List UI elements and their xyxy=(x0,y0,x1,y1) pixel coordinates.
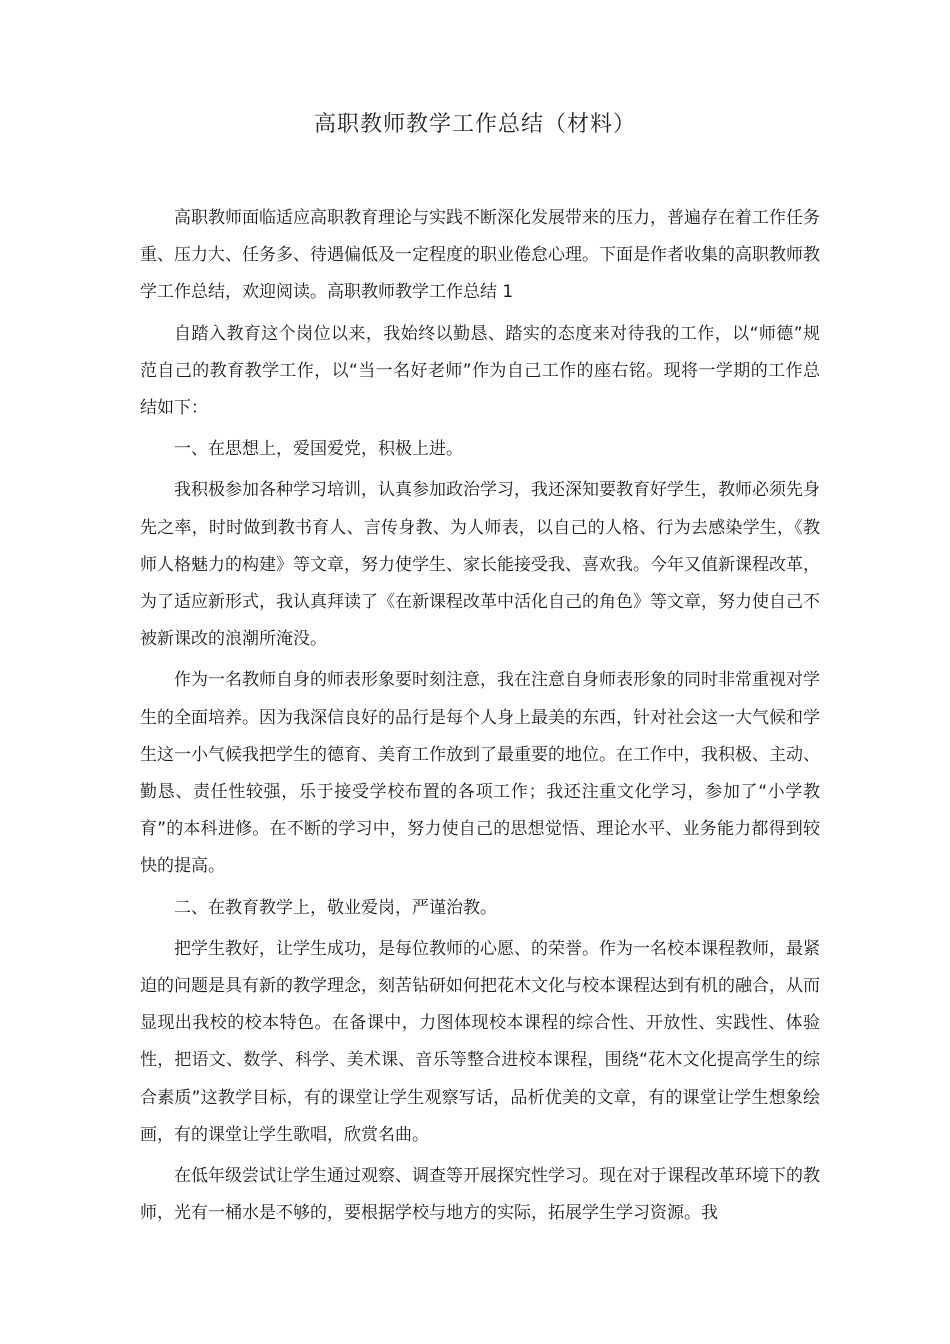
paragraph-study: 我积极参加各种学习培训，认真参加政治学习，我还深知要教育好学生，教师必须先身先之率，时时做到教书育人、言传身教、为人师表，以自己的人格、行为去感染学生，《教师人格魅力的构建》等文章，努力使学生、家长能接受我、喜欢我。今年又值新课程改革，为了适应新形式，我认真拜读了《在新课程改革中活化自己的角色》等文章，努力使自己不被新课改的浪潮所淹没。 xyxy=(140,480,820,650)
section-heading-teaching: 二、在教育教学上，敬业爱岗，严谨治教。 xyxy=(174,897,497,918)
document-title: 高职教师教学工作总结（材料） xyxy=(313,112,636,137)
document-body xyxy=(140,200,820,1236)
paragraph-inquiry: 在低年级尝试让学生通过观察、调查等开展探究性学习。现在对于课程改革环境下的教师，光有一桶水是不够的，要根据学校与地方的实际，拓展学生学习资源。我 xyxy=(140,1166,820,1224)
paragraph-intro: 高职教师面临适应高职教育理论与实践不断深化发展带来的压力，普遍存在着工作任务重、压力大、任务多、待遇偏低及一定程度的职业倦怠心理。下面是作者收集的高职教师教学工作总结，欢迎阅读。高职教师教学工作总结 1 xyxy=(140,208,820,303)
paragraph-opening: 自踏入教育这个岗位以来，我始终以勤恳、踏实的态度来对待我的工作，以“师德”规范自己的教育教学工作，以“当一名好老师”作为自己工作的座右铭。现将一学期的工作总结如下： xyxy=(140,323,820,419)
paragraph-image: 作为一名教师自身的师表形象要时刻注意，我在注意自身师表形象的同时非常重视对学生的全面培养。因为我深信良好的品行是每个人身上最美的东西，针对社会这一大气候和学生这一小气候我把学生的德育、美育工作放到了最重要的地位。在工作中，我积极、主动、勤恳、责任性较强，乐于接受学校布置的各项工作；我还注重文化学习，参加了“小学教育”的本科进修。在不断的学习中，努力使自己的思想觉悟、理论水平、业务能力都得到较快的提高。 xyxy=(140,670,820,877)
paragraph-curriculum: 把学生教好，让学生成功，是每位教师的心愿、的荣誉。作为一名校本课程教师，最紧迫的问题是具有新的教学理念，刻苦钻研如何把花木文化与校本课程达到有机的融合，从而显现出我校的校本特色。在备课中，力图体现校本课程的综合性、开放性、实践性、体验性，把语文、数学、科学、美术课、音乐等整合进校本课程，围绕“花木文化提高学生的综合素质”这教学目标，有的课堂让学生观察写话，品析优美的文章，有的课堂让学生想象绘画，有的课堂让学生歌唱，欣赏名曲。 xyxy=(140,938,820,1145)
section-heading-thought: 一、在思想上，爱国爱党，积极上进。 xyxy=(174,439,463,460)
